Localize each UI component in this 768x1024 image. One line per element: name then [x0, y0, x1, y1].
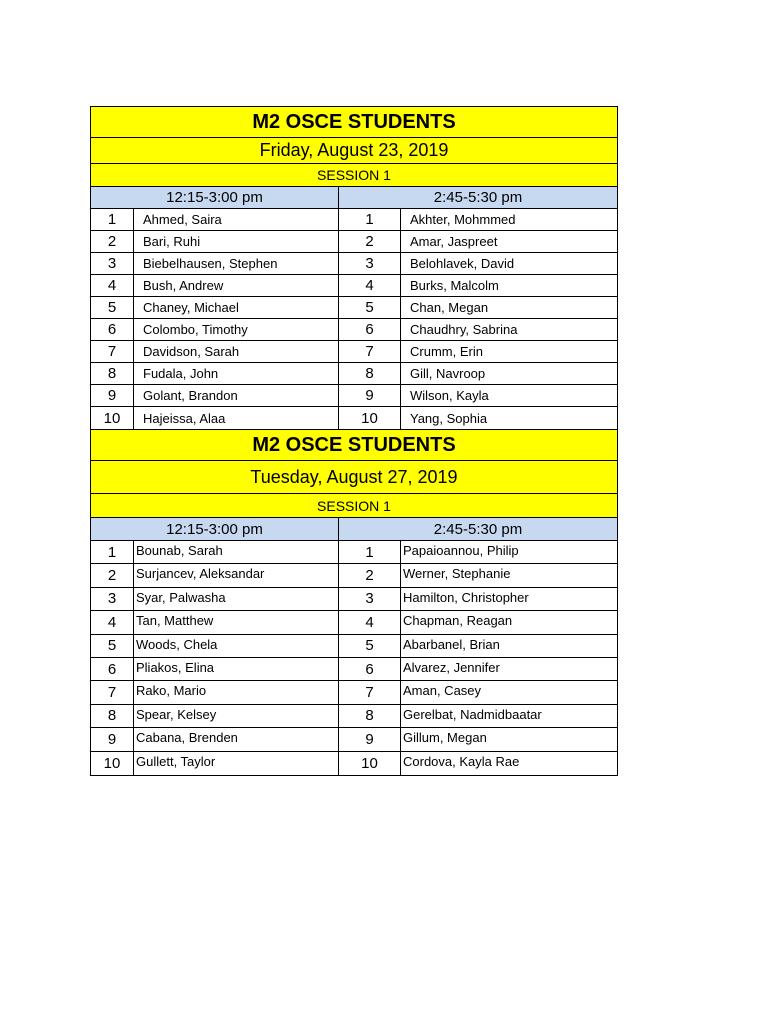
right-slot-cell — [339, 752, 617, 775]
time-header-row — [91, 187, 617, 209]
row-number: 9 — [91, 728, 134, 750]
row-number: 7 — [339, 341, 401, 362]
student-name: Gillum, Megan — [403, 730, 487, 746]
student-name: Gullett, Taylor — [136, 753, 216, 769]
right-slot-cell — [339, 541, 617, 563]
right-slot-cell — [339, 231, 617, 252]
row-number: 8 — [339, 363, 401, 384]
table-row — [91, 705, 617, 728]
left-slot-cell — [91, 588, 339, 610]
table-row — [91, 564, 617, 587]
left-slot-cell — [91, 635, 339, 657]
student-name: Abarbanel, Brian — [403, 636, 500, 652]
row-number: 10 — [339, 407, 401, 429]
student-name: Bari, Ruhi — [143, 234, 201, 249]
row-number: 5 — [91, 635, 134, 657]
student-name: Aman, Casey — [403, 683, 482, 699]
right-slot-cell — [339, 297, 617, 318]
right-slot-cell — [339, 635, 617, 657]
student-name: Golant, Brandon — [143, 388, 238, 403]
student-name: Belohlavek, David — [410, 256, 515, 271]
left-slot-cell — [91, 385, 339, 406]
student-name: Woods, Chela — [136, 636, 218, 652]
row-number: 1 — [339, 209, 401, 230]
student-name: Gerelbat, Nadmidbaatar — [403, 706, 542, 722]
row-number: 10 — [91, 407, 134, 429]
right-slot-cell — [339, 253, 617, 274]
student-name: Cordova, Kayla Rae — [403, 753, 520, 769]
right-slot-cell — [339, 611, 617, 633]
table-row — [91, 635, 617, 658]
student-name: Tan, Matthew — [136, 613, 214, 629]
row-number: 5 — [339, 635, 401, 657]
left-slot-cell — [91, 541, 339, 563]
right-slot-cell — [339, 728, 617, 750]
time-slot-left: 12:15-3:00 pm — [91, 187, 339, 208]
row-number: 6 — [91, 319, 134, 340]
student-name: Pliakos, Elina — [136, 659, 215, 675]
student-name: Biebelhausen, Stephen — [143, 256, 278, 271]
row-number: 5 — [91, 297, 134, 318]
left-slot-cell — [91, 728, 339, 750]
right-slot-cell — [339, 658, 617, 680]
student-name: Chapman, Reagan — [403, 613, 513, 629]
student-name: Rako, Mario — [136, 683, 207, 699]
schedule-section-friday — [91, 107, 617, 429]
student-name: Fudala, John — [143, 366, 219, 381]
right-slot-cell — [339, 588, 617, 610]
right-slot-cell — [339, 705, 617, 727]
row-number: 5 — [339, 297, 401, 318]
left-slot-cell — [91, 275, 339, 296]
row-number: 4 — [91, 611, 134, 633]
row-number: 3 — [91, 253, 134, 274]
student-name: Colombo, Timothy — [143, 322, 248, 337]
row-number: 3 — [91, 588, 134, 610]
row-number: 10 — [91, 752, 134, 775]
session-label: SESSION 1 — [91, 494, 617, 518]
student-name: Davidson, Sarah — [143, 344, 240, 359]
student-name: Spear, Kelsey — [136, 706, 217, 722]
row-number: 4 — [91, 275, 134, 296]
row-number: 9 — [339, 728, 401, 750]
student-name: Akhter, Mohmmed — [410, 212, 516, 227]
left-slot-cell — [91, 658, 339, 680]
left-slot-cell — [91, 363, 339, 384]
student-name: Hajeissa, Alaa — [143, 410, 226, 426]
student-name: Amar, Jaspreet — [410, 234, 498, 249]
table-row — [91, 209, 617, 231]
left-slot-cell — [91, 611, 339, 633]
student-name: Ahmed, Saira — [143, 212, 222, 227]
time-slot-left: 12:15-3:00 pm — [91, 518, 339, 540]
row-number: 2 — [339, 231, 401, 252]
student-name: Chaney, Michael — [143, 300, 239, 315]
left-slot-cell — [91, 341, 339, 362]
section-title: M2 OSCE STUDENTS — [91, 430, 617, 461]
table-row — [91, 611, 617, 634]
left-slot-cell — [91, 705, 339, 727]
right-slot-cell — [339, 407, 617, 429]
row-number: 10 — [339, 752, 401, 775]
table-row — [91, 541, 617, 564]
table-row — [91, 231, 617, 253]
student-name: Bush, Andrew — [143, 278, 224, 293]
row-number: 7 — [91, 341, 134, 362]
student-name: Papaioannou, Philip — [403, 543, 519, 558]
left-slot-cell — [91, 231, 339, 252]
section-title: M2 OSCE STUDENTS — [91, 107, 617, 138]
row-number: 4 — [339, 275, 401, 296]
student-name: Hamilton, Christopher — [403, 589, 529, 605]
left-slot-cell — [91, 297, 339, 318]
student-name: Chaudhry, Sabrina — [410, 322, 518, 337]
table-row — [91, 363, 617, 385]
student-name: Yang, Sophia — [410, 410, 488, 426]
table-row — [91, 588, 617, 611]
table-row — [91, 752, 617, 775]
left-slot-cell — [91, 209, 339, 230]
table-row — [91, 385, 617, 407]
time-header-row — [91, 518, 617, 541]
student-name: Surjancev, Aleksandar — [136, 566, 265, 582]
right-slot-cell — [339, 385, 617, 406]
table-row — [91, 728, 617, 751]
row-number: 7 — [339, 681, 401, 703]
right-slot-cell — [339, 341, 617, 362]
left-slot-cell — [91, 319, 339, 340]
row-number: 8 — [91, 705, 134, 727]
student-name: Syar, Palwasha — [136, 589, 226, 605]
student-rows — [91, 209, 617, 429]
left-slot-cell — [91, 407, 339, 429]
student-name: Burks, Malcolm — [410, 278, 499, 293]
student-rows — [91, 541, 617, 775]
row-number: 1 — [91, 209, 134, 230]
student-name: Cabana, Brenden — [136, 730, 238, 746]
table-row — [91, 681, 617, 704]
right-slot-cell — [339, 275, 617, 296]
student-name: Crumm, Erin — [410, 344, 483, 359]
row-number: 1 — [91, 541, 134, 563]
row-number: 2 — [339, 564, 401, 586]
section-date: Friday, August 23, 2019 — [91, 138, 617, 164]
right-slot-cell — [339, 363, 617, 384]
session-label: SESSION 1 — [91, 164, 617, 187]
left-slot-cell — [91, 253, 339, 274]
left-slot-cell — [91, 752, 339, 775]
row-number: 2 — [91, 564, 134, 586]
student-name: Werner, Stephanie — [403, 566, 511, 582]
table-row — [91, 275, 617, 297]
student-name: Gill, Navroop — [410, 366, 486, 381]
student-name: Wilson, Kayla — [410, 388, 489, 403]
row-number: 2 — [91, 231, 134, 252]
table-row — [91, 297, 617, 319]
row-number: 9 — [339, 385, 401, 406]
row-number: 6 — [91, 658, 134, 680]
row-number: 8 — [91, 363, 134, 384]
schedule-sheet — [90, 106, 618, 776]
row-number: 9 — [91, 385, 134, 406]
right-slot-cell — [339, 681, 617, 703]
student-name: Alvarez, Jennifer — [403, 659, 500, 675]
left-slot-cell — [91, 564, 339, 586]
schedule-section-tuesday — [91, 429, 617, 775]
row-number: 1 — [339, 541, 401, 563]
student-name: Bounab, Sarah — [136, 543, 223, 558]
row-number: 3 — [339, 588, 401, 610]
table-row — [91, 319, 617, 341]
row-number: 6 — [339, 319, 401, 340]
row-number: 8 — [339, 705, 401, 727]
left-slot-cell — [91, 681, 339, 703]
row-number: 6 — [339, 658, 401, 680]
time-slot-right: 2:45-5:30 pm — [433, 520, 523, 538]
table-row — [91, 658, 617, 681]
table-row — [91, 341, 617, 363]
student-name: Chan, Megan — [410, 300, 489, 315]
right-slot-cell — [339, 209, 617, 230]
right-slot-cell — [339, 319, 617, 340]
row-number: 4 — [339, 611, 401, 633]
right-slot-cell — [339, 564, 617, 586]
table-row — [91, 407, 617, 429]
row-number: 7 — [91, 681, 134, 703]
section-date: Tuesday, August 27, 2019 — [91, 461, 617, 494]
time-slot-right: 2:45-5:30 pm — [433, 189, 523, 206]
row-number: 3 — [339, 253, 401, 274]
table-row — [91, 253, 617, 275]
